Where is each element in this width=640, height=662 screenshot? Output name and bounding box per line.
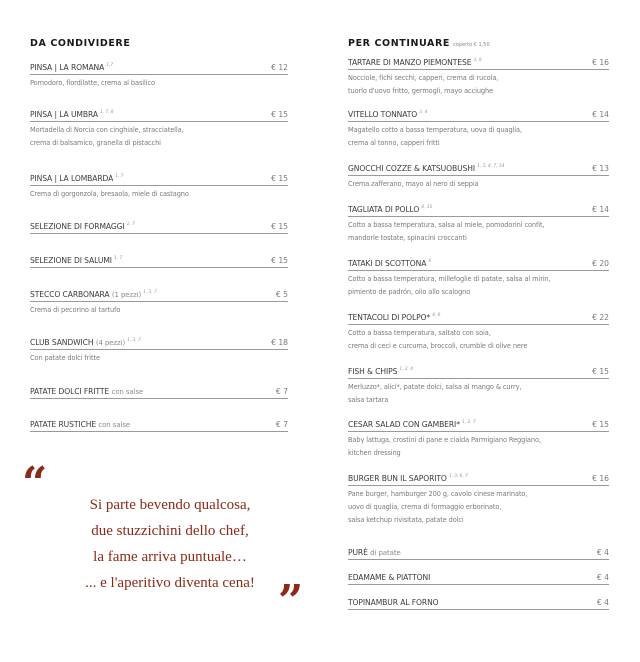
menu-item (30, 256, 288, 268)
open-quote-icon: “ (22, 458, 48, 509)
allergens: 1, 7, 8 (99, 110, 114, 115)
item-price: € 15 (271, 110, 288, 119)
item-name: TATAKI DI SCOTTONA $^6$ (348, 259, 432, 268)
item-name: STECCO CARBONARA (1 pezzi) $^{1, 3, 7}$ (30, 290, 157, 299)
menu-item (30, 420, 288, 432)
menu-item (348, 58, 609, 98)
close-quote-icon: ” (278, 576, 304, 627)
item-header (30, 63, 288, 75)
item-price: € 15 (271, 222, 288, 231)
item-price: € 16 (592, 474, 609, 483)
item-description: Nocciole, fichi secchi, capperi, crema di rucola, tuorlo d'uovo fritto, germogli, mayo acciughe (348, 74, 499, 95)
item-price: € 5 (275, 290, 288, 299)
section-title: DA CONDIVIDERE (30, 38, 131, 49)
item-name: SELEZIONE DI FORMAGGI $^{1, 7}$ (30, 222, 135, 231)
menu-item (30, 387, 288, 399)
allergens: 3, 4 (419, 110, 428, 115)
item-name: PINSA | LA LOMBARDA $^{1, 7}$ (30, 174, 124, 183)
item-name: VITELLO TONNATO $^{3, 4}$ (348, 110, 428, 119)
item-name: BURGER BUN IL SAPORITO $^{1, 3, 6, 7}$ (348, 474, 468, 483)
item-description: Cotto a bassa temperatura, millefoglie di patate, salsa al mirin, pimiento de padrón, olio allo scalogno (348, 275, 551, 296)
item-header (30, 256, 288, 268)
item-description: Cotto a bassa temperatura, salsa al miele, pomodorini confit, mandorle tostate, spinacini croccanti (348, 221, 545, 242)
item-header (30, 338, 288, 350)
item-header (348, 573, 609, 585)
item-description: Crema zafferano, mayo al nero di seppia (348, 180, 479, 188)
item-qualifier: (1 pezzi) (111, 291, 142, 299)
item-description: Baby lattuga, crostini di pane e cialda Parmigiano Reggiano, kitchen dressing (348, 436, 541, 457)
item-description: Merluzzo*, alici*, patate dolci, salsa al mango & curry, salsa tartara (348, 383, 522, 404)
item-price: € 14 (592, 110, 609, 119)
item-name: CESAR SALAD CON GAMBERI* $^{1, 2, 7}$ (348, 420, 476, 429)
item-header (30, 110, 288, 122)
item-header (348, 164, 609, 176)
menu-item (348, 367, 609, 407)
item-header (348, 548, 609, 560)
item-price: € 22 (592, 313, 609, 322)
item-qualifier: (4 pezzi) (95, 339, 126, 347)
item-header (348, 420, 609, 432)
item-header (348, 259, 609, 271)
item-description: Crema di pecorino al tartufo (30, 306, 121, 314)
allergens: 1, 7 (115, 174, 124, 179)
menu-item (348, 313, 609, 353)
item-name: PATATE DOLCI FRITTE con salse (30, 387, 144, 396)
item-description: Crema di gorgonzola, bresaola, miele di castagno (30, 190, 189, 198)
item-price: € 20 (592, 259, 609, 268)
item-header (348, 205, 609, 217)
allergens: 6 (428, 259, 432, 264)
item-price: € 4 (596, 548, 609, 557)
item-qualifier: con salse (111, 388, 144, 396)
item-header (30, 387, 288, 399)
item-header (30, 174, 288, 186)
menu-item (348, 205, 609, 245)
menu-item (30, 63, 288, 90)
item-price: € 15 (271, 174, 288, 183)
menu-item (30, 222, 288, 234)
section-title: PER CONTINUARE coperto € 1,50 (348, 38, 490, 49)
allergens: 1, 3, 6, 7 (448, 474, 468, 479)
menu-item (30, 110, 288, 150)
item-price: € 16 (592, 58, 609, 67)
item-description: Mortadella di Norcia con cinghiale, stracciatella, crema di balsamico, granella di pistacchi (30, 126, 184, 147)
quote-line: Si parte bevendo qualcosa, (89, 497, 251, 513)
item-price: € 12 (271, 63, 288, 72)
quote-line: due stuzzichini dello chef, (91, 523, 249, 539)
menu-item (30, 290, 288, 317)
allergens: 4, 6 (432, 313, 441, 318)
allergens: 1, 3, 7 (143, 290, 157, 295)
item-header (348, 598, 609, 610)
item-price: € 13 (592, 164, 609, 173)
item-header (348, 313, 609, 325)
item-name: TARTARE DI MANZO PIEMONTESE $^{3, 8}$ (348, 58, 482, 67)
item-header (348, 110, 609, 122)
allergens: 1, 3, 4 (399, 367, 413, 372)
menu-item (348, 110, 609, 150)
item-price: € 14 (592, 205, 609, 214)
menu-item (30, 174, 288, 201)
allergens: 1, 2, 7 (461, 420, 476, 425)
item-price: € 15 (592, 367, 609, 376)
menu-item (348, 474, 609, 527)
menu-item (348, 259, 609, 299)
quote-text (50, 492, 290, 596)
quote-line: ... e l'aperitivo diventa cena! (85, 575, 255, 591)
item-name: PINSA | LA ROMANA $^{1,7}$ (30, 63, 114, 72)
item-header (30, 222, 288, 234)
item-header (30, 420, 288, 432)
allergens: 8, 10 (421, 205, 433, 210)
item-name: TAGLIATA DI POLLO $^{8, 10}$ (348, 205, 433, 214)
quote-block (20, 458, 310, 627)
coperto-note: coperto € 1,50 (453, 42, 490, 48)
item-name: EDAMAME & PIATTONI (348, 573, 431, 582)
item-name: PINSA | LA UMBRA $^{1, 7, 8}$ (30, 110, 114, 119)
item-description: Pane burger, hamburger 200 g, cavolo cinese marinato, uovo di quaglia, crema di formaggio erborinato, salsa ketchup rivisitata, patate dolci (348, 490, 528, 524)
item-price: € 15 (592, 420, 609, 429)
allergens: 1, 7 (113, 256, 123, 261)
item-name: TOPINAMBUR AL FORNO (348, 598, 439, 607)
menu-item (348, 598, 609, 610)
item-price: € 4 (596, 573, 609, 582)
menu-item (30, 338, 288, 365)
item-description: Magatello cotto a bassa temperatura, uova di quaglia, crema al tonno, capperi fritti (348, 126, 522, 147)
item-name: CLUB SANDWICH (4 pezzi) $^{1, 3, 7}$ (30, 338, 141, 347)
item-header (348, 474, 609, 486)
item-qualifier: di patate (370, 549, 401, 557)
allergens: 1, 3, 4, 7, 14 (477, 164, 505, 169)
item-price: € 4 (596, 598, 609, 607)
allergens: 1, 7 (126, 222, 135, 227)
item-name: TENTACOLI DI POLPO* $^{4, 6}$ (348, 313, 441, 322)
item-qualifier: con salse (98, 421, 131, 429)
allergens: 1, 3, 7 (127, 338, 141, 343)
item-price: € 15 (271, 256, 288, 265)
allergens: 3, 8 (473, 58, 482, 63)
item-description: Cotto a bassa temperatura, saltato con soia, crema di ceci e curcuma, broccoli, crumble di olive nere (348, 329, 528, 350)
allergens: 1,7 (106, 63, 114, 68)
item-price: € 7 (275, 420, 288, 429)
item-header (348, 58, 609, 70)
menu-item (348, 164, 609, 191)
item-name: PATATE RUSTICHE con salse (30, 420, 131, 429)
item-header (348, 367, 609, 379)
item-name: SELEZIONE DI SALUMI $^{1, 7}$ (30, 256, 123, 265)
item-description: Con patate dolci fritte (30, 354, 100, 362)
item-header (30, 290, 288, 302)
item-price: € 7 (275, 387, 288, 396)
menu-item (348, 548, 609, 560)
item-price: € 18 (271, 338, 288, 347)
item-name: GNOCCHI COZZE & KATSUOBUSHI $^{1, 3, 4, 7, 14}$ (348, 164, 505, 173)
menu-item (348, 420, 609, 460)
item-name: FISH & CHIPS $^{1, 3, 4}$ (348, 367, 413, 376)
item-description: Pomodoro, fiordilatte, crema al basilico (30, 79, 155, 87)
quote-line: la fame arriva puntuale… (93, 549, 247, 565)
item-name: PURÈ di patate (348, 548, 401, 557)
menu-item (348, 573, 609, 585)
